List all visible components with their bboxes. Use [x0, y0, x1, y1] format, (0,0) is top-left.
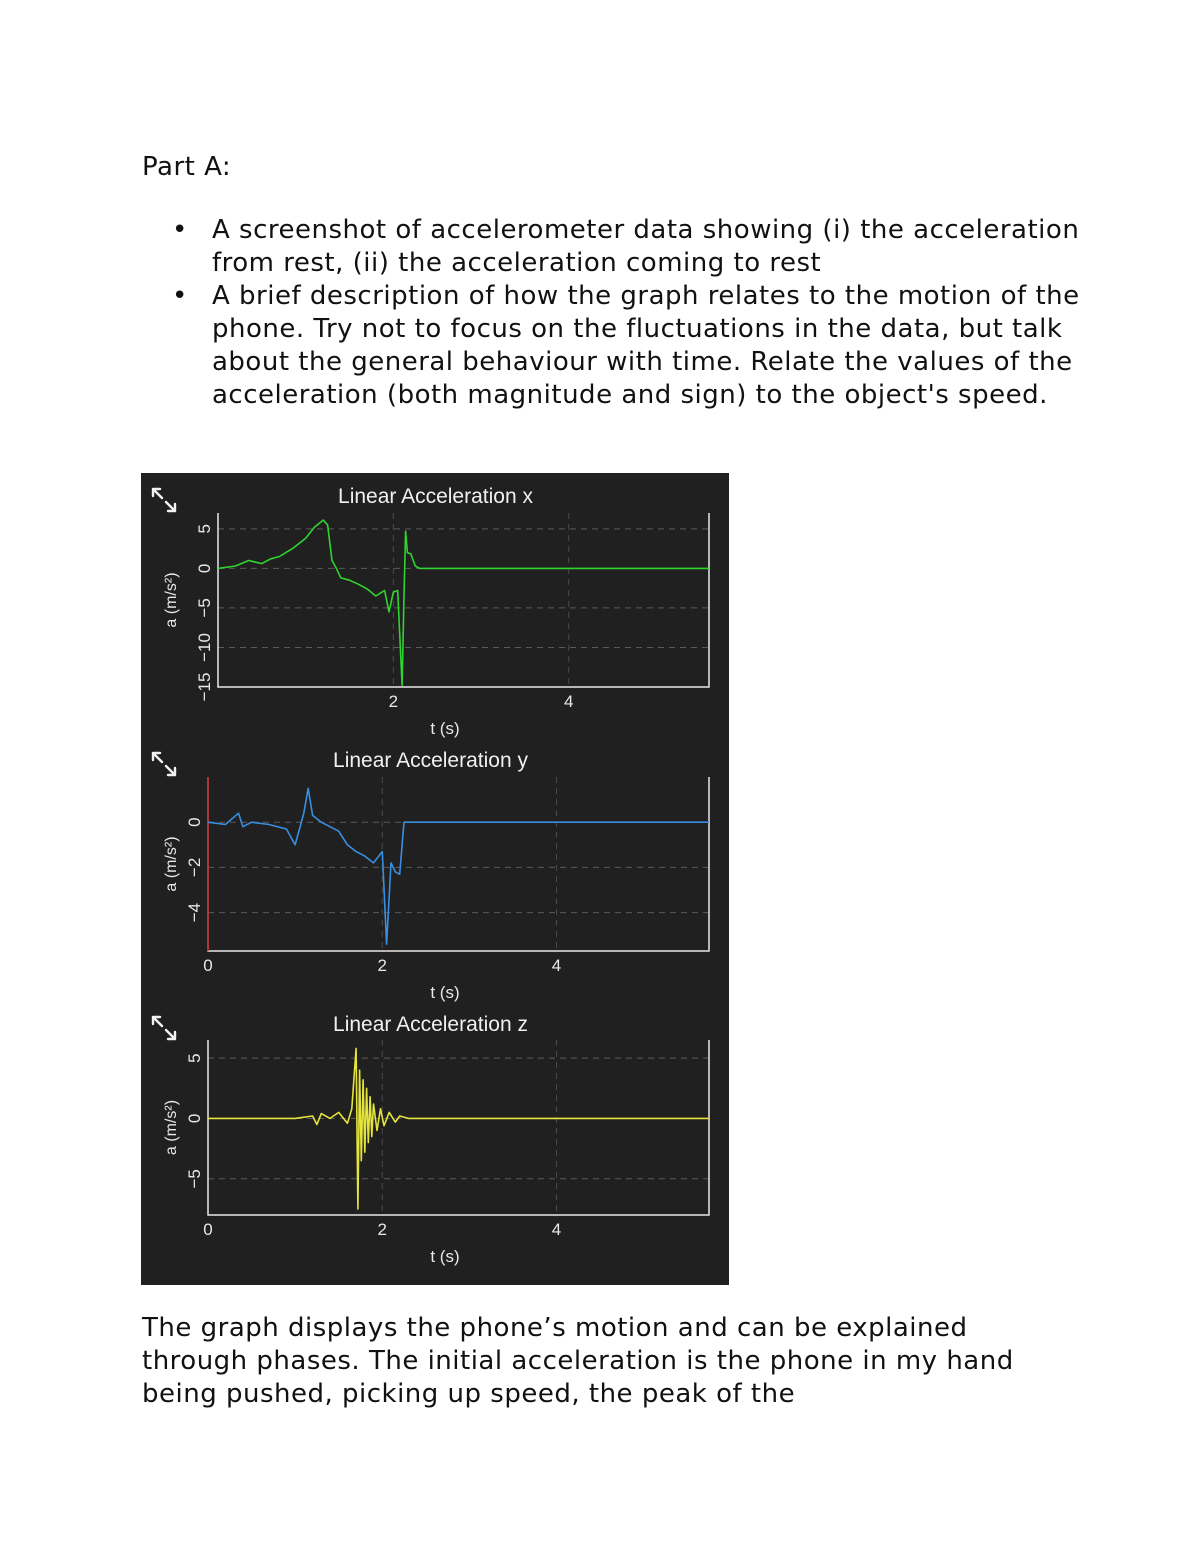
accelerometer-screenshot	[141, 473, 729, 1285]
bullet-text: A brief description of how the graph relates to the motion of the phone. Try not to focus on the fluctuations in the data, but talk about the general behaviour with time. Relate the values of the acceleration (both magnitude and sign) to the object's speed.	[212, 281, 1080, 410]
chart-panel-1	[153, 485, 709, 738]
chart-title: Linear Acceleration z	[333, 1013, 528, 1036]
expand-arrow-nw	[153, 1017, 162, 1026]
y-tick-label: −15	[195, 672, 214, 702]
expand-arrows-icon	[153, 1017, 175, 1039]
axes-frame	[208, 777, 709, 951]
axes-frame	[218, 513, 709, 687]
chart-panel-3	[153, 1013, 709, 1266]
x-tick-label: 4	[551, 956, 562, 975]
y-tick-label: 0	[185, 1113, 204, 1124]
expand-arrow-se	[166, 766, 175, 775]
bullet-item: • A brief description of how the graph relates to the motion of the phone. Try not to focus on the fluctuations in the data, but talk about the general behaviour with time. Relate the values of the acceleration (both magnitude and sign) to the object's speed.	[172, 281, 1080, 410]
expand-arrow-nw	[153, 489, 162, 498]
expand-arrows-icon	[153, 753, 175, 775]
x-tick-label: 2	[388, 692, 399, 711]
y-tick-label: −4	[185, 902, 204, 923]
y-tick-label: 0	[195, 563, 214, 574]
bullet-text: A screenshot of accelerometer data showing (i) the acceleration from rest, (ii) the acceleration coming to rest	[212, 215, 1080, 278]
chart-canvas	[141, 473, 729, 1285]
y-tick-label: −5	[195, 598, 214, 618]
x-axis-label: t (s)	[430, 1247, 460, 1266]
x-axis-label: t (s)	[430, 719, 460, 738]
y-tick-label: 5	[185, 1053, 204, 1063]
data-series-line	[218, 520, 709, 685]
chart-panel-2	[153, 749, 709, 1002]
expand-arrow-se	[166, 502, 175, 511]
heading: Part A:	[142, 152, 232, 182]
data-series-line	[208, 788, 709, 944]
chart-title: Linear Acceleration x	[338, 485, 533, 508]
bullet-item: • A screenshot of accelerometer data showing (i) the acceleration from rest, (ii) the acceleration coming to rest	[172, 215, 1080, 278]
x-tick-label: 0	[203, 956, 213, 975]
y-tick-label: 5	[195, 524, 214, 534]
y-tick-label: −5	[185, 1169, 204, 1189]
y-tick-label: −2	[185, 857, 204, 878]
x-tick-label: 4	[563, 692, 574, 711]
expand-arrow-nw	[153, 753, 162, 762]
x-axis-label: t (s)	[430, 983, 460, 1002]
axes-frame	[208, 1040, 709, 1215]
x-tick-label: 0	[203, 1220, 213, 1239]
x-tick-label: 4	[551, 1220, 562, 1239]
expand-arrows-icon	[153, 489, 175, 511]
data-series-line	[208, 1048, 709, 1209]
y-tick-label: −10	[195, 633, 214, 662]
y-axis-label: a (m/s²)	[163, 836, 180, 892]
expand-arrow-se	[166, 1030, 175, 1039]
y-tick-label: 0	[185, 817, 204, 827]
x-tick-label: 2	[377, 1220, 387, 1239]
bullet-list	[170, 214, 1080, 412]
y-axis-label: a (m/s²)	[163, 572, 180, 628]
description-paragraph: The graph displays the phone’s motion and can be explained through phases. The initial acceleration is the phone in my hand being pushed, picking up speed, the peak of the	[142, 1313, 1014, 1409]
y-axis-label: a (m/s²)	[163, 1099, 180, 1156]
x-tick-label: 2	[377, 956, 387, 975]
chart-title: Linear Acceleration y	[333, 749, 528, 772]
